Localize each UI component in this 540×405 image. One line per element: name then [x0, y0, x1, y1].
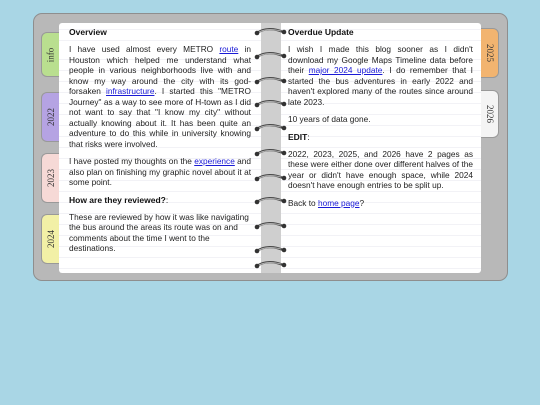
text-segment: I have used almost every METRO — [69, 44, 220, 54]
heading-text: EDIT — [288, 131, 308, 142]
overview-heading: Overview — [69, 27, 107, 37]
tab-2022[interactable] — [41, 92, 59, 142]
home-page-link[interactable]: home page — [317, 197, 360, 208]
heading-colon: : — [307, 131, 310, 142]
tab-2023[interactable] — [41, 153, 59, 203]
review-heading — [69, 195, 251, 205]
experience-link[interactable]: experience — [194, 156, 235, 166]
edit-paragraph: 2022, 2023, 2025, and 2026 have 2 pages as these were either done over different halves of the year or didn't have enough space, while 2024 doesn't have enough entries to be split up. — [288, 148, 473, 190]
text-segment: in Houston which helped me understand what people in various neighborhoods live with and know my way around the city with its god-forsaken — [69, 44, 251, 96]
back-home-text — [288, 198, 473, 209]
text-segment: Back to — [288, 197, 318, 208]
tab-label: 2024 — [45, 230, 56, 248]
heading-colon: : — [165, 194, 169, 205]
binder-spine — [261, 23, 281, 273]
text-segment: . I started this "METRO Journey" as a way to see more of H-town as I did not want to say that "I know my city" without actually knowing about it. It has been quite an adventure to do this while in university knowing that risks were involved. — [69, 86, 251, 149]
right-page — [281, 23, 481, 273]
edit-heading — [288, 132, 473, 142]
tab-info[interactable] — [41, 32, 59, 77]
tab-label: 2025 — [484, 44, 495, 62]
tab-2026[interactable] — [481, 90, 499, 138]
tab-label: info — [45, 47, 56, 62]
tab-label: 2023 — [45, 169, 56, 187]
major-update-link[interactable]: major 2024 update — [308, 65, 383, 75]
text-segment: ? — [359, 197, 365, 208]
left-page — [59, 23, 261, 273]
tab-2025[interactable] — [481, 28, 499, 78]
overdue-paragraph — [288, 44, 473, 107]
text-segment: . I do remember that I started the bus adventures in early 2022 and haven't explored many of the routes since around late 2023. — [288, 65, 473, 107]
experience-paragraph — [69, 156, 251, 188]
text-segment: I wish I made this blog sooner as I didn't download my Google Maps Timeline data before their — [288, 44, 473, 75]
overview-paragraph — [69, 44, 251, 149]
heading-text: How are they reviewed? — [69, 194, 166, 205]
review-paragraph: These are reviewed by how it was like navigating the bus around the areas its route was on and comments about the time I went to the destinations. — [69, 211, 249, 253]
data-gone-text: 10 years of data gone. — [288, 114, 371, 124]
tab-label: 2022 — [45, 108, 56, 126]
route-link[interactable]: route — [219, 44, 239, 54]
text-segment: and also plan on finishing my graphic novel about it at some point. — [69, 156, 251, 187]
tab-label: 2026 — [484, 105, 495, 123]
tab-2024[interactable] — [41, 214, 59, 264]
infrastructure-link[interactable]: infrastructure — [106, 86, 155, 96]
text-segment: I have posted my thoughts on the — [69, 156, 195, 166]
overdue-heading: Overdue Update — [288, 27, 354, 37]
